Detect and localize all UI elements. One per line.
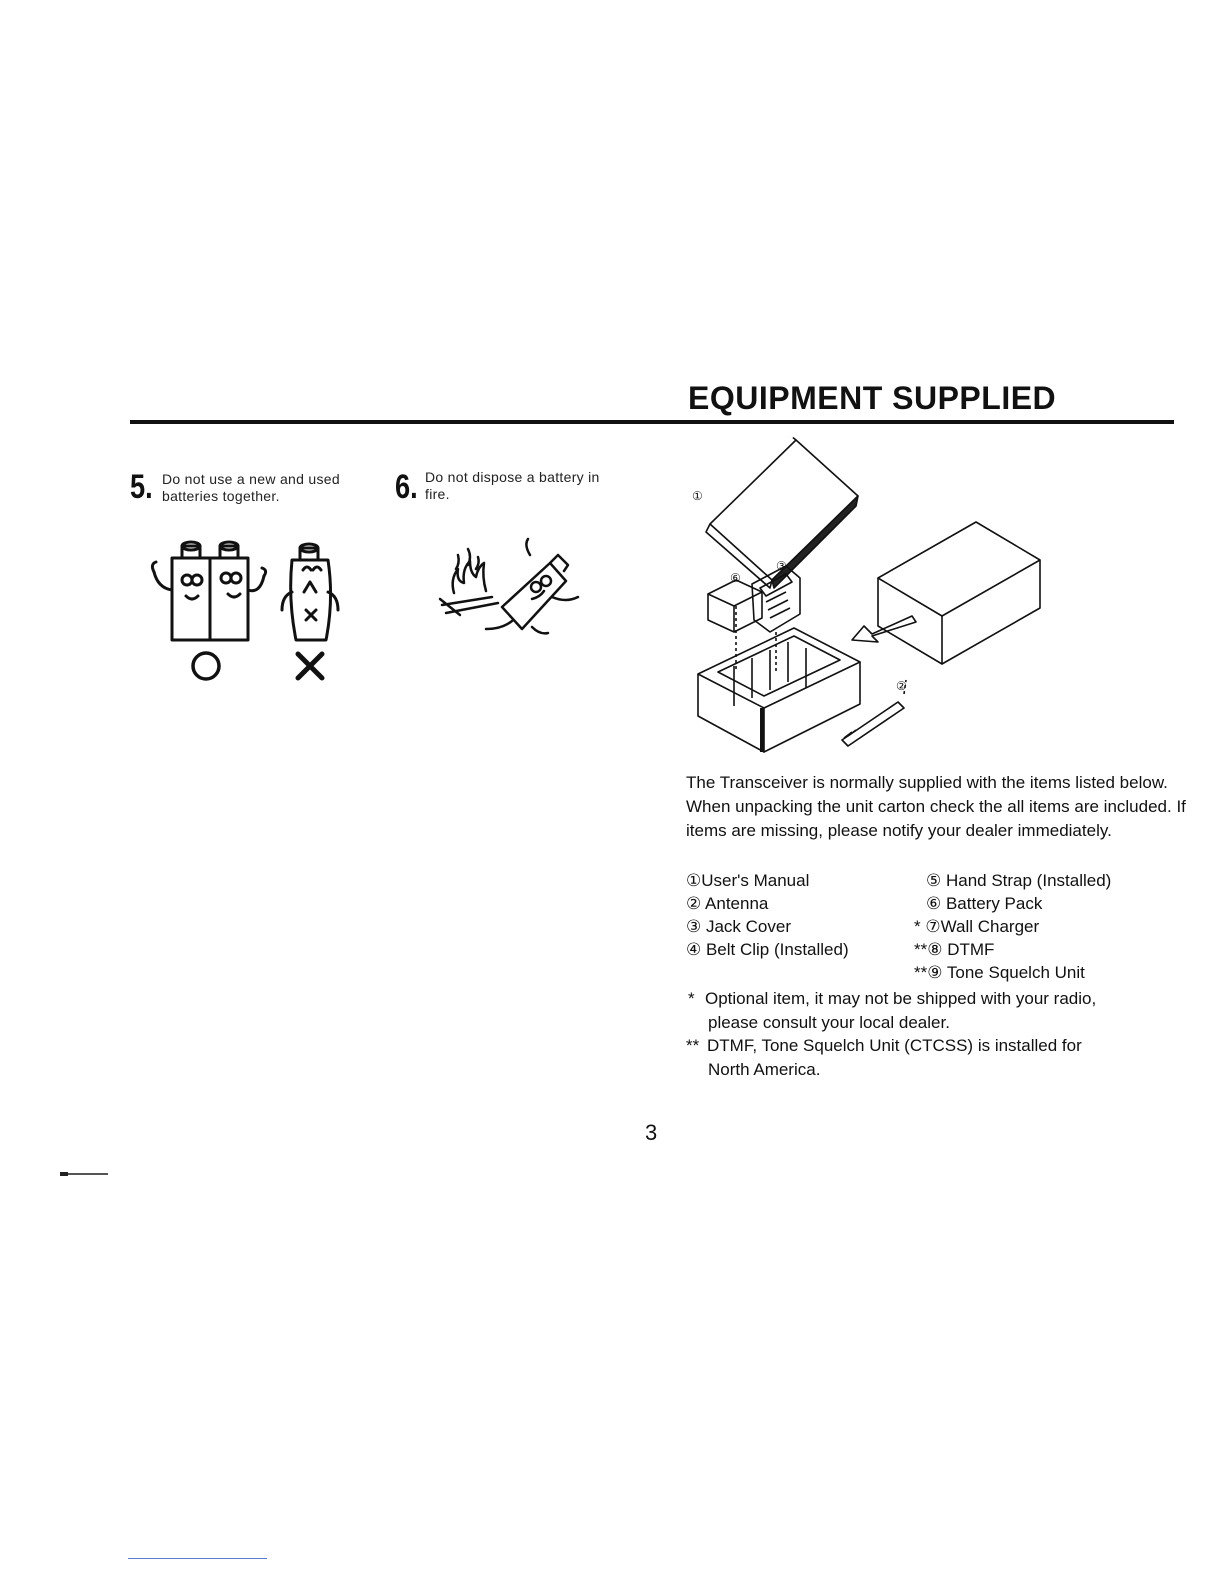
item-jack-cover: ③ Jack Cover (686, 917, 791, 936)
item-hand-strap: ⑤ Hand Strap (Installed) (926, 871, 1112, 890)
item-battery-pack: ⑥ Battery Pack (926, 894, 1043, 913)
note-2-line-1: DTMF, Tone Squelch Unit (CTCSS) is installed for (707, 1036, 1082, 1055)
scan-mark (128, 1558, 267, 1559)
callout-3: ③ (776, 559, 787, 573)
note-2-mark: ** (686, 1036, 700, 1055)
scan-mark (60, 1172, 68, 1176)
item-tone-squelch: **⑨ Tone Squelch Unit (914, 963, 1085, 982)
note-1-line-2: please consult your local dealer. (708, 1013, 950, 1032)
equipment-diagram (676, 436, 1046, 756)
callout-2: ② (896, 679, 907, 693)
caution-number-5: 5. (130, 468, 153, 506)
caution-number-6: 6. (395, 468, 418, 506)
note-1-mark: * (688, 989, 695, 1008)
note-2-line-2: North America. (708, 1060, 821, 1079)
item-belt-clip: ④ Belt Clip (Installed) (686, 940, 849, 959)
note-1-line-1: Optional item, it may not be shipped with your radio, (705, 989, 1097, 1008)
section-heading: EQUIPMENT SUPPLIED (688, 380, 1057, 416)
battery-fire-illustration (432, 535, 592, 635)
callout-6: ⑥ (730, 571, 741, 585)
caution-text-5: Do not use a new and used batteries together. (162, 471, 340, 504)
page-number: 3 (645, 1120, 658, 1145)
heading-rule (130, 420, 1174, 424)
caution-text-6: Do not dispose a battery in fire. (425, 469, 600, 502)
item-users-manual: ①User's Manual (686, 871, 810, 890)
intro-paragraph: The Transceiver is normally supplied with the items listed below. When unpacking the unit carton check the all items are included. If items are missing, please notify your dealer immediately. (686, 773, 1186, 840)
callout-1: ① (692, 489, 703, 503)
item-dtmf: **⑧ DTMF (914, 940, 995, 959)
item-wall-charger: * ⑦Wall Charger (914, 917, 1040, 936)
correct-symbol-icon (186, 648, 226, 688)
incorrect-symbol-icon (290, 648, 330, 688)
item-antenna: ② Antenna (686, 894, 769, 913)
